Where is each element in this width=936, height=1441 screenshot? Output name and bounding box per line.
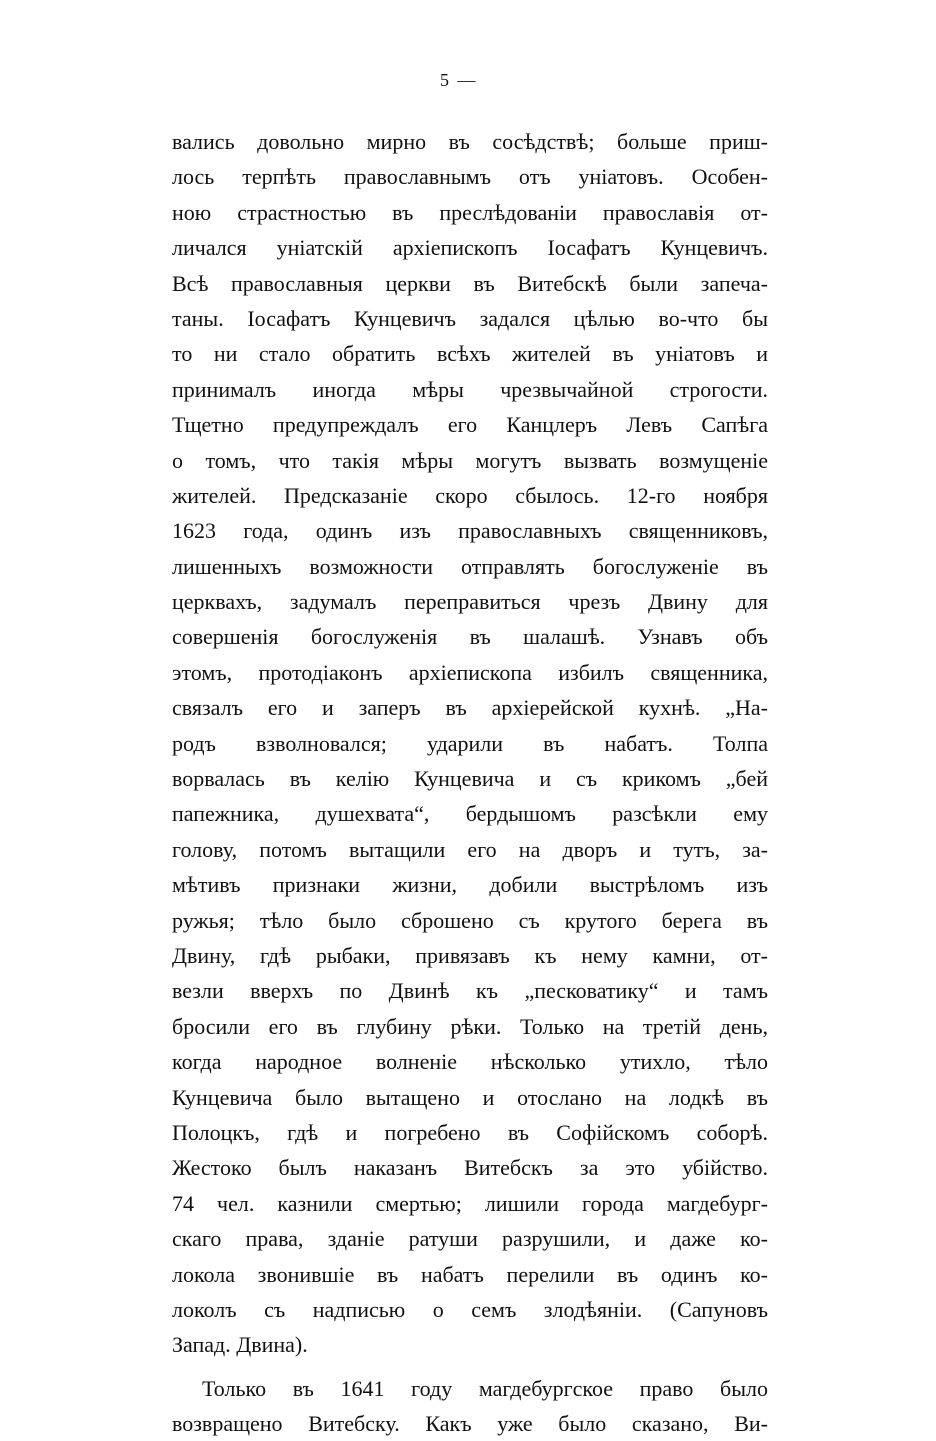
text-line: принималъ иногда мѣры чрезвычайной строгости. — [172, 376, 768, 402]
text-line: мѣтивъ признаки жизни, добили выстрѣломъ изъ — [172, 872, 768, 898]
text-line: лишенныхъ возможности отправлять богослуженіе въ — [172, 553, 768, 579]
text-line: везли вверхъ по Двинѣ къ „песковатику“ и тамъ — [172, 978, 768, 1004]
text-line: таны. Іосафатъ Кунцевичъ задался цѣлью во-что бы — [172, 305, 768, 331]
text-line: связалъ его и заперъ въ архіерейской кухнѣ. „На- — [172, 695, 768, 721]
text-line: голову, потомъ вытащили его на дворъ и тутъ, за- — [172, 836, 768, 862]
text-line: ворвалась въ келію Кунцевича и съ крикомъ „бей — [172, 766, 768, 792]
text-line: папежника, душехвата“, бердышомъ разсѣкли ему — [172, 801, 768, 827]
text-line: совершенія богослуженія въ шалашѣ. Узнавъ объ — [172, 624, 768, 650]
text-line: бросили его въ глубину рѣки. Только на третій день, — [172, 1013, 768, 1039]
text-line: церквахъ, задумалъ переправиться чрезъ Двину для — [172, 589, 768, 615]
text-line: возвращено Витебску. Какъ уже было сказано, Ви- — [172, 1411, 768, 1437]
text-line: Жестоко былъ наказанъ Витебскъ за это убійство. — [172, 1155, 768, 1181]
text-line: лось терпѣть православнымъ отъ уніатовъ. Особен- — [172, 164, 768, 190]
text-line: Всѣ православныя церкви въ Витебскѣ были запеча- — [172, 270, 768, 296]
text-line: родъ взволновался; ударили въ набатъ. Толпа — [172, 730, 768, 756]
text-line: Кунцевича было вытащено и отослано на лодкѣ въ — [172, 1084, 768, 1110]
paragraph-gap — [172, 1363, 768, 1371]
text-line: когда народное волненіе нѣсколько утихло, тѣло — [172, 1049, 768, 1075]
text-line: личался уніатскій архіепископъ Іосафатъ Кунцевичъ. — [172, 235, 768, 261]
text-line: жителей. Предсказаніе скоро сбылось. 12-го ноября — [172, 482, 768, 508]
text-line: то ни стало обратить всѣхъ жителей въ уніатовъ и — [172, 341, 768, 367]
text-line: Запад. Двина). — [172, 1332, 308, 1358]
text-line: о томъ, что такія мѣры могутъ вызвать возмущеніе — [172, 447, 768, 473]
text-line: Полоцкъ, гдѣ и погребено въ Софійскомъ соборѣ. — [172, 1119, 768, 1145]
text-line: этомъ, протодіаконъ архіепископа избилъ священника, — [172, 659, 768, 685]
text-line: вались довольно мирно въ сосѣдствѣ; больше приш- — [172, 129, 768, 154]
text-line: локола звонившіе въ набатъ перелили въ одинъ ко- — [172, 1261, 768, 1287]
text-line: Только въ 1641 году магдебургское право было — [202, 1375, 768, 1401]
text-line: скаго права, зданіе ратуши разрушили, и даже ко- — [172, 1226, 768, 1252]
text-line: локолъ съ надписью о семъ злодѣяніи. (Сапуновъ — [172, 1296, 768, 1322]
text-line: Тщетно предупреждалъ его Канцлеръ Левъ Сапѣга — [172, 412, 768, 438]
text-line: 74 чел. казнили смертью; лишили города магдебург- — [172, 1190, 768, 1216]
paragraph — [172, 1371, 768, 1441]
paragraph — [172, 124, 768, 1363]
text-line: ною страстностью въ преслѣдованіи православія от- — [172, 199, 768, 225]
body-text — [172, 124, 768, 1441]
page-number: 5 — — [440, 70, 478, 90]
text-line: 1623 года, одинъ изъ православныхъ священниковъ, — [172, 518, 768, 544]
text-line: Двину, гдѣ рыбаки, привязавъ къ нему камни, от- — [172, 942, 768, 968]
text-line: ружья; тѣло было сброшено съ крутого берега въ — [172, 907, 768, 933]
